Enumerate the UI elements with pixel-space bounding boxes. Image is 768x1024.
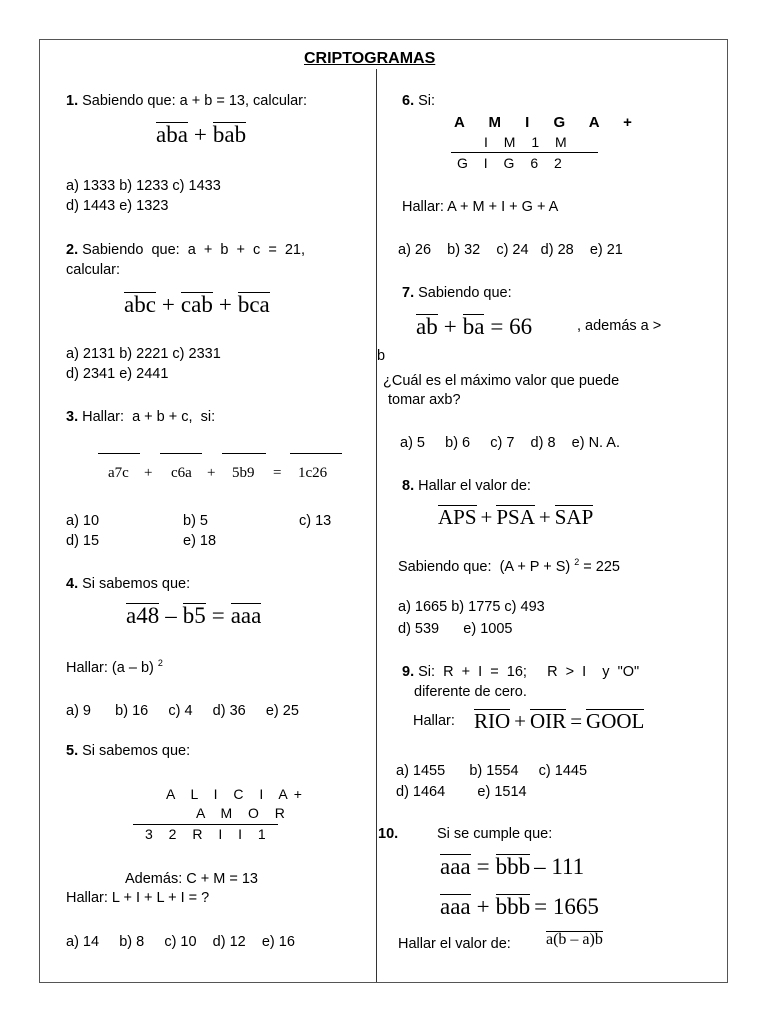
- problem-8-expression: [438, 505, 593, 530]
- equals-sign: =: [211, 603, 225, 628]
- minus-111: – 111: [534, 854, 585, 879]
- term-APS: APS: [438, 505, 477, 529]
- problem-3-statement: [66, 409, 215, 425]
- problem-9-expression: [474, 709, 644, 734]
- term-cab: cab: [180, 292, 213, 317]
- column-divider: [376, 69, 377, 982]
- problem-1-number: 1.: [66, 93, 79, 109]
- problem-10-target-expression: [546, 931, 603, 949]
- equals-sign: =: [570, 709, 583, 733]
- plus-sign: +: [218, 292, 232, 317]
- problem-1-answers-row-1: a) 1333 b) 1233 c) 1433: [66, 178, 221, 194]
- term-bbb: bbb: [495, 894, 531, 919]
- problem-7-question-line-2: tomar axb?: [388, 392, 461, 408]
- problem-1-expression: [156, 122, 246, 148]
- problem-1-statement: [66, 93, 307, 109]
- plus-sign: +: [514, 709, 527, 733]
- problem-4-hallar: [66, 658, 163, 676]
- problem-8-condition-value: = 225: [583, 558, 620, 575]
- problem-2-statement: [66, 242, 305, 258]
- plus-sign: +: [193, 122, 207, 147]
- problem-9-answers-row-1: a) 1455 b) 1554 c) 1445: [396, 763, 588, 779]
- problem-5-sum-line: [133, 824, 278, 825]
- problem-5-row-3: 3 2 R I I 1: [145, 826, 272, 842]
- plus-sign: +: [144, 465, 153, 481]
- problem-7-condition: , además a >: [577, 318, 662, 334]
- problem-7-statement: [402, 285, 512, 301]
- term-bab: bab: [212, 122, 247, 147]
- problem-8-condition: [398, 557, 620, 575]
- problem-5-text: Si sabemos que:: [82, 743, 191, 759]
- problem-8-text: Hallar el valor de:: [418, 478, 531, 494]
- problem-3-answer-a: a) 10: [66, 513, 100, 529]
- term-ba: ba: [462, 314, 485, 339]
- problem-8-number: 8.: [402, 478, 415, 494]
- problem-10-text: Si se cumple que:: [437, 826, 553, 842]
- problem-7-text: Sabiendo que:: [418, 285, 512, 301]
- problem-6-hallar: Hallar: A + M + I + G + A: [402, 199, 559, 215]
- problem-7-question-line-1: ¿Cuál es el máximo valor que puede: [383, 373, 620, 389]
- problem-2-answers-row-2: d) 2341 e) 2441: [66, 366, 169, 382]
- problem-10-equation-1: [440, 854, 584, 880]
- exponent: 2: [157, 658, 163, 668]
- plus-sign: +: [480, 505, 493, 529]
- overline-5b9: [222, 453, 266, 454]
- problem-9-text-line-2: diferente de cero.: [414, 684, 527, 700]
- problem-9-statement: [402, 664, 639, 680]
- problem-10-equation-2: [440, 894, 599, 920]
- problem-9-number: 9.: [402, 664, 415, 680]
- problem-4-expression: [126, 603, 261, 629]
- plus-sign: +: [443, 314, 457, 339]
- problem-4-number: 4.: [66, 576, 79, 592]
- problem-5-row-1: A L I C I A+: [166, 786, 308, 802]
- equals-1665: = 1665: [534, 894, 599, 919]
- plus-sign: +: [207, 465, 216, 481]
- exponent: 2: [574, 557, 580, 567]
- problem-5-number: 5.: [66, 743, 79, 759]
- problem-6-number: 6.: [402, 93, 415, 109]
- term-abc: abc: [124, 292, 156, 317]
- problem-2-expression: [124, 292, 270, 318]
- plus-sign: +: [161, 292, 175, 317]
- term-PSA: PSA: [496, 505, 535, 529]
- problem-10-number: 10.: [378, 826, 399, 842]
- problem-6-row-3: G I G 6 2: [457, 155, 568, 171]
- problem-4-hallar-text: Hallar: (a – b): [66, 659, 154, 676]
- problem-7-number: 7.: [402, 285, 415, 301]
- term-aaa: aaa: [440, 894, 471, 919]
- plus-sign: +: [476, 894, 490, 919]
- problem-2-text-line-2: calcular:: [66, 262, 120, 278]
- problem-7-expression: [416, 314, 532, 340]
- overline-1c26: [290, 453, 342, 454]
- problem-3-answer-e: e) 18: [183, 533, 217, 549]
- problem-5-answers: a) 14 b) 8 c) 10 d) 12 e) 16: [66, 934, 295, 950]
- problem-7-condition-wrap: b: [377, 348, 386, 364]
- problem-3-answer-c: c) 13: [299, 513, 332, 529]
- overline-c6a: [160, 453, 202, 454]
- equals-sign: =: [273, 465, 282, 481]
- problem-1-answers-row-2: d) 1443 e) 1323: [66, 198, 169, 214]
- term-RIO: RIO: [474, 709, 511, 733]
- equals-sign: =: [476, 854, 490, 879]
- problem-8-answers-row-2: d) 539 e) 1005: [398, 621, 513, 637]
- problem-6-answers: a) 26 b) 32 c) 24 d) 28 e) 21: [398, 242, 623, 258]
- problem-8-answers-row-1: a) 1665 b) 1775 c) 493: [398, 599, 545, 615]
- problem-9-hallar: Hallar:: [413, 713, 455, 729]
- problem-9-answers-row-2: d) 1464 e) 1514: [396, 784, 527, 800]
- problem-6-row-1: A M I G A +: [454, 114, 642, 131]
- problem-4-statement: [66, 576, 190, 592]
- term-c6a: c6a: [171, 465, 192, 481]
- problem-5-statement: [66, 743, 190, 759]
- problem-4-text: Si sabemos que:: [82, 576, 191, 592]
- term-bca: bca: [237, 292, 270, 317]
- overline-a7c: [98, 453, 140, 454]
- term-aba: aba: [156, 122, 188, 147]
- problem-3-answer-d: d) 15: [66, 533, 100, 549]
- problem-2-answers-row-1: a) 2131 b) 2221 c) 2331: [66, 346, 221, 362]
- term-1c26: 1c26: [298, 465, 328, 481]
- term-a48: a48: [126, 603, 160, 628]
- problem-3-text: Hallar: a + b + c, si:: [82, 409, 216, 425]
- minus-sign: –: [165, 603, 177, 628]
- problem-6-text: Si:: [418, 93, 436, 109]
- term-b5: b5: [182, 603, 206, 628]
- problem-5-hallar: Hallar: L + I + L + I = ?: [66, 890, 210, 906]
- term-bbb: bbb: [495, 854, 531, 879]
- problem-3-number: 3.: [66, 409, 79, 425]
- problem-10-hallar: Hallar el valor de:: [398, 936, 511, 952]
- problem-8-condition-text: Sabiendo que: (A + P + S): [398, 558, 571, 575]
- term-5b9: 5b9: [232, 465, 255, 481]
- term-a7c: a7c: [108, 465, 129, 481]
- term-aaa: aaa: [230, 603, 262, 628]
- problem-5-row-2: A M O R: [196, 805, 291, 821]
- problem-6-statement: [402, 93, 435, 109]
- term-ab: ab: [416, 314, 438, 339]
- page-title: CRIPTOGRAMAS: [304, 50, 436, 67]
- problem-1-text: Sabiendo que: a + b = 13, calcular:: [82, 93, 308, 109]
- equals-66: = 66: [490, 314, 533, 339]
- problem-9-text: Si: R + I = 16; R > I y "O": [418, 664, 640, 680]
- problem-7-answers: a) 5 b) 6 c) 7 d) 8 e) N. A.: [400, 435, 620, 451]
- problem-5-ademas: Además: C + M = 13: [125, 871, 258, 887]
- problem-6-sum-line: [451, 152, 598, 153]
- term-aaa: aaa: [440, 854, 471, 879]
- problem-3-answer-b: b) 5: [183, 513, 208, 529]
- term-GOOL: GOOL: [586, 709, 645, 733]
- term-OIR: OIR: [530, 709, 567, 733]
- problem-4-answers: a) 9 b) 16 c) 4 d) 36 e) 25: [66, 703, 299, 719]
- term-SAP: SAP: [554, 505, 594, 529]
- plus-sign: +: [538, 505, 551, 529]
- term-a-b-minus-a-b: a(b – a)b: [546, 931, 603, 948]
- problem-2-text: Sabiendo que: a + b + c = 21,: [82, 242, 306, 258]
- problem-2-number: 2.: [66, 242, 79, 258]
- problem-6-row-2: I M 1 M: [484, 134, 573, 150]
- problem-8-statement: [402, 478, 531, 494]
